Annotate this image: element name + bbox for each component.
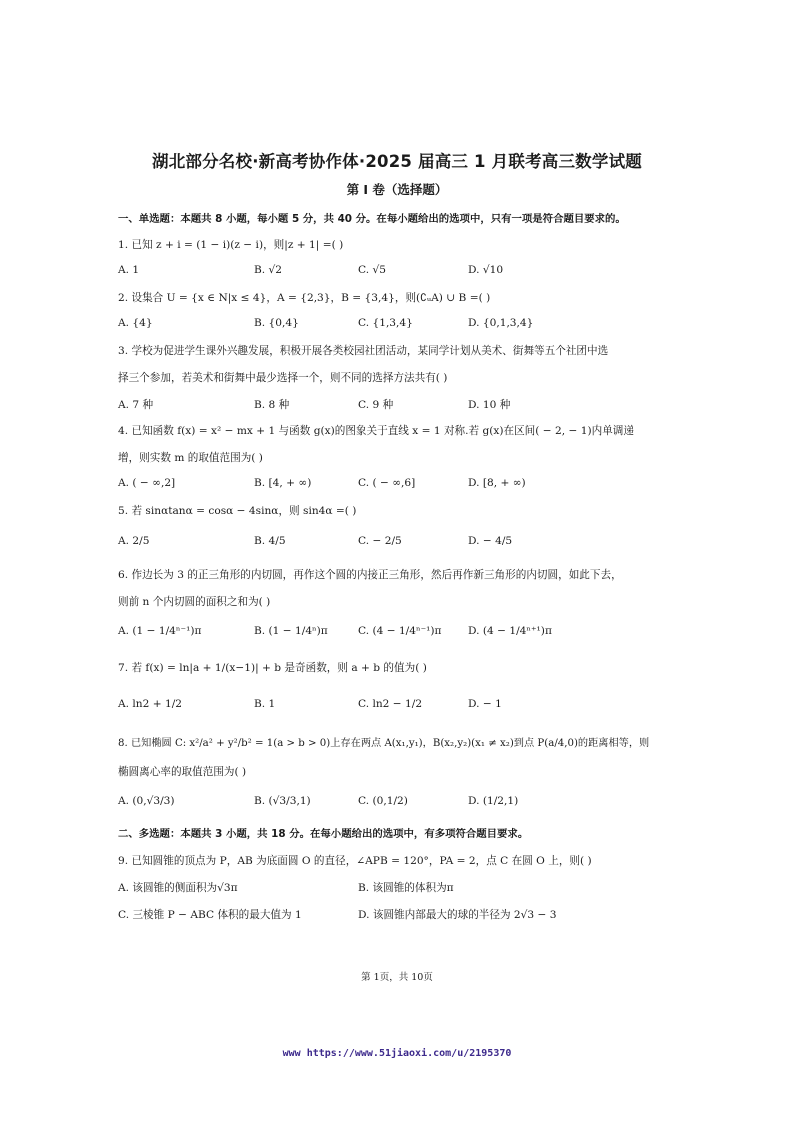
watermark-url: www https://www.51jiaoxi.com/u/2195370	[282, 1048, 512, 1059]
question-6-line-1: 6. 作边长为 3 的正三角形的内切圆，再作这个圆的内接正三角形，然后再作新三角形的内切圆，如此下去，	[118, 569, 622, 581]
section-heading-multiple-choice: 二、多选题：本题共 3 小题，共 18 分。在每小题给出的选项中，有多项符合题目要求。	[118, 828, 529, 840]
question-1-option-d: D. √10	[468, 264, 504, 276]
question-9-option-c: C. 三棱锥 P − ABC 体积的最大值为 1	[118, 909, 302, 921]
question-3-line-1: 3. 学校为促进学生课外兴趣发展，积极开展各类校园社团活动，某同学计划从美术、街舞等五个社团中选	[118, 345, 609, 357]
question-4-line-1: 4. 已知函数 f(x) = x² − mx + 1 与函数 g(x)的图象关于直线 x = 1 对称.若 g(x)在区间( − 2, − 1)内单调递	[118, 425, 634, 437]
question-8-line-2: 椭圆离心率的取值范围为( )	[118, 766, 247, 778]
question-5-option-c: C. − 2/5	[358, 535, 402, 547]
question-4-option-c: C. ( − ∞,6]	[358, 477, 416, 489]
volume-subtitle: 第 I 卷（选择题）	[346, 182, 448, 197]
question-7-option-d: D. − 1	[468, 698, 502, 710]
question-2-option-d: D. {0,1,3,4}	[468, 317, 534, 329]
question-6-option-a: A. (1 − 1/4ⁿ⁻¹)π	[118, 625, 202, 637]
question-2-option-b: B. {0,4}	[254, 317, 299, 329]
question-9-line-1: 9. 已知圆锥的顶点为 P，AB 为底面圆 O 的直径，∠APB = 120°，PA = 2，点 C 在圆 O 上，则( )	[118, 855, 592, 867]
question-7-option-c: C. ln2 − 1/2	[358, 698, 423, 710]
question-4-option-d: D. [8, + ∞)	[468, 477, 526, 489]
section-heading-single-choice: 一、单选题：本题共 8 小题，每小题 5 分，共 40 分。在每小题给出的选项中，只有一项是符合题目要求的。	[118, 213, 626, 225]
question-5-option-b: B. 4/5	[254, 535, 286, 547]
question-3-option-a: A. 7 种	[118, 399, 154, 411]
question-6-option-c: C. (4 − 1/4ⁿ⁻¹)π	[358, 625, 442, 637]
question-4-option-b: B. [4, + ∞)	[254, 477, 312, 489]
question-1-option-b: B. √2	[254, 264, 283, 276]
question-3-line-2: 择三个参加，若美术和街舞中最少选择一个，则不同的选择方法共有( )	[118, 372, 448, 384]
question-1-line-1: 1. 已知 z + i = (1 − i)(z − i)，则|z + 1| =( )	[118, 239, 344, 251]
question-6-line-2: 则前 n 个内切圆的面积之和为( )	[118, 596, 271, 608]
question-5-line-1: 5. 若 sinαtanα = cosα − 4sinα，则 sin4α =( )	[118, 505, 357, 517]
question-2-line-1: 2. 设集合 U = {x ∈ N|x ≤ 4}，A = {2,3}，B = {3,4}，则(∁ᵤA) ∪ B =( )	[118, 292, 491, 304]
question-6-option-b: B. (1 − 1/4ⁿ)π	[254, 625, 328, 637]
question-2-option-a: A. {4}	[118, 317, 153, 329]
question-1-option-c: C. √5	[358, 264, 386, 276]
question-3-option-d: D. 10 种	[468, 399, 511, 411]
question-8-option-d: D. (1/2,1)	[468, 795, 519, 807]
question-9-option-a: A. 该圆锥的侧面积为√3π	[118, 882, 238, 894]
question-8-option-a: A. (0,√3/3)	[118, 795, 175, 807]
question-8-option-c: C. (0,1/2)	[358, 795, 408, 807]
question-4-line-2: 增，则实数 m 的取值范围为( )	[118, 452, 263, 464]
exam-title: 湖北部分名校·新高考协作体·2025 届高三 1 月联考高三数学试题	[152, 152, 642, 171]
question-9-option-b: B. 该圆锥的体积为π	[358, 882, 454, 894]
question-3-option-c: C. 9 种	[358, 399, 394, 411]
question-1-option-a: A. 1	[118, 264, 140, 276]
question-6-option-d: D. (4 − 1/4ⁿ⁺¹)π	[468, 625, 552, 637]
page-footer: 第 1页，共 10页	[361, 972, 433, 983]
question-7-line-1: 7. 若 f(x) = ln|a + 1/(x−1)| + b 是奇函数，则 a + b 的值为( )	[118, 662, 427, 674]
question-9-option-d: D. 该圆锥内部最大的球的半径为 2√3 − 3	[358, 909, 557, 921]
question-5-option-a: A. 2/5	[118, 535, 150, 547]
question-5-option-d: D. − 4/5	[468, 535, 513, 547]
question-8-line-1: 8. 已知椭圆 C: x²/a² + y²/b² = 1(a > b > 0)上存在两点 A(x₁,y₁)，B(x₂,y₂)(x₁ ≠ x₂)到点 P(a/4,0)的距离相等，则	[118, 738, 650, 749]
question-2-option-c: C. {1,3,4}	[358, 317, 413, 329]
question-8-option-b: B. (√3/3,1)	[254, 795, 311, 807]
question-7-option-a: A. ln2 + 1/2	[118, 698, 182, 710]
question-7-option-b: B. 1	[254, 698, 276, 710]
question-3-option-b: B. 8 种	[254, 399, 290, 411]
question-4-option-a: A. ( − ∞,2]	[118, 477, 176, 489]
